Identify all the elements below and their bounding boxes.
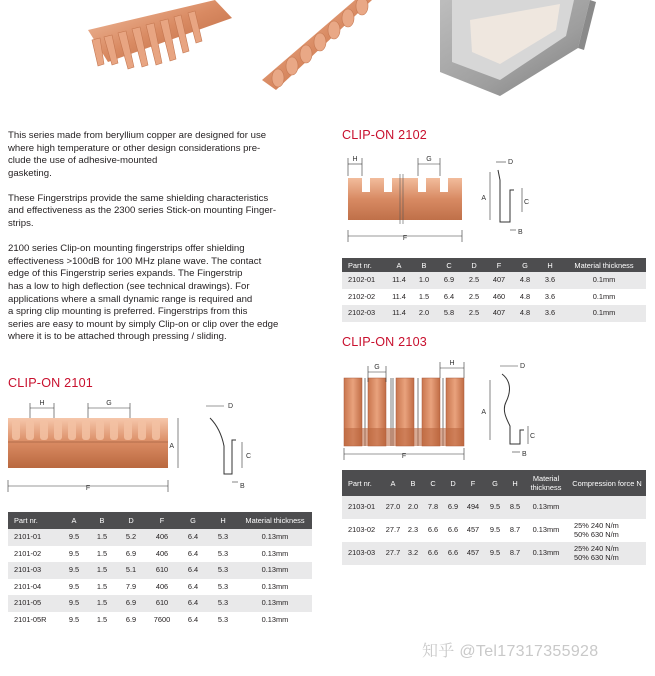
table-cell: 2.0	[404, 496, 422, 519]
fingerstrip-photo-left	[88, 0, 232, 69]
table-cell: 2103-01	[342, 496, 382, 519]
column-header: H	[506, 470, 524, 496]
table-cell: 9.5	[60, 562, 88, 579]
table-cell: 1.5	[88, 529, 116, 546]
table-cell: 6.4	[178, 562, 208, 579]
table-cell: 2101-05R	[8, 612, 60, 629]
column-header: F	[486, 258, 512, 272]
column-header: A	[386, 258, 412, 272]
clip-on-2103-heading: CLIP-ON 2103	[342, 335, 427, 349]
table-cell: 2102-01	[342, 272, 386, 289]
intro-line: series are easy to mount by simply Clip-on or clip over the edge	[8, 318, 279, 330]
table-cell: 610	[146, 562, 178, 579]
table-cell: 6.6	[444, 519, 462, 542]
table-row	[342, 272, 646, 289]
table-cell: 6.4	[178, 579, 208, 596]
table-cell: 11.4	[386, 305, 412, 322]
table-cell: 6.4	[178, 612, 208, 629]
dim-a-label: A	[481, 409, 486, 416]
table-cell: 406	[146, 529, 178, 546]
dim-f-label: F	[85, 485, 91, 492]
table-row	[342, 289, 646, 306]
table-row	[342, 519, 646, 542]
table-cell: 2101-02	[8, 546, 60, 563]
table-cell: 6.9	[116, 546, 146, 563]
table-cell: 0.1mm	[562, 272, 646, 289]
column-header: F	[146, 512, 178, 529]
table-cell: 7.9	[116, 579, 146, 596]
table-cell: 0.1mm	[562, 289, 646, 306]
fingerstrip-photo-middle	[262, 0, 372, 90]
dim-h-label: H	[449, 360, 455, 367]
table-cell: 6.9	[116, 595, 146, 612]
clip-on-2101-heading: CLIP-ON 2101	[8, 376, 93, 390]
table-cell: 6.9	[444, 496, 462, 519]
table-cell: 6.9	[116, 612, 146, 629]
table-cell: 610	[146, 595, 178, 612]
dim-a-label: A	[481, 195, 486, 202]
intro-line: has a low to high deflection (see technical drawings). For	[8, 280, 250, 292]
column-header: H	[208, 512, 238, 529]
intro-line: where high temperature or other design considerations pre-	[8, 142, 261, 154]
table-cell: 5.3	[208, 529, 238, 546]
table-cell: 1.5	[88, 595, 116, 612]
table-cell: 2.5	[462, 289, 486, 306]
dim-d-label: D	[508, 159, 514, 166]
table-cell: 2.0	[412, 305, 436, 322]
table-cell: 8.7	[506, 519, 524, 542]
clip-on-2102-table	[342, 258, 646, 322]
column-header: Material thickness	[562, 258, 646, 272]
table-cell: 25% 240 N/m 50% 630 N/m	[568, 519, 646, 542]
column-header: G	[512, 258, 538, 272]
table-cell: 2.5	[462, 305, 486, 322]
dim-c-label: C	[524, 199, 530, 206]
dim-f-label: F	[401, 453, 407, 460]
table-cell: 27.0	[382, 496, 404, 519]
intro-text	[8, 130, 318, 356]
table-cell: 2103-02	[342, 519, 382, 542]
table-row	[342, 542, 646, 565]
table-cell: 457	[462, 519, 484, 542]
table-cell: 2.3	[404, 519, 422, 542]
intro-line: effectiveness >100dB for 100 MHz plane wave. The contact	[8, 255, 262, 267]
column-header: Compression force N	[568, 470, 646, 496]
product-photos	[0, 0, 655, 118]
table-cell: 3.6	[538, 272, 562, 289]
table-cell: 5.2	[116, 529, 146, 546]
table-cell: 1.5	[88, 612, 116, 629]
table-cell: 6.6	[444, 542, 462, 565]
column-header: H	[538, 258, 562, 272]
table-cell: 1.5	[88, 579, 116, 596]
clip-on-2101-strip-drawing	[6, 396, 266, 496]
table-cell: 27.7	[382, 519, 404, 542]
table-cell: 3.6	[538, 305, 562, 322]
intro-paragraph-2	[8, 193, 318, 231]
table-cell: 1.0	[412, 272, 436, 289]
table-cell: 5.3	[208, 612, 238, 629]
intro-line: 2100 series Clip-on mounting fingerstrips offer shielding	[8, 243, 245, 255]
table-cell: 8.7	[506, 542, 524, 565]
table-cell: 4.8	[512, 272, 538, 289]
column-header: D	[116, 512, 146, 529]
column-header: B	[88, 512, 116, 529]
dim-h-label: H	[352, 156, 358, 163]
column-header: A	[382, 470, 404, 496]
intro-line: strips.	[8, 218, 34, 230]
table-row	[8, 529, 312, 546]
intro-line: a spring clip mounting is preferred. Fingerstrips from this	[8, 306, 248, 318]
dim-d-label: D	[520, 363, 526, 370]
column-header: Part nr.	[342, 470, 382, 496]
table-cell: 5.3	[208, 595, 238, 612]
table-cell: 8.5	[506, 496, 524, 519]
dim-a-label: A	[169, 443, 174, 450]
table-cell: 0.1mm	[562, 305, 646, 322]
table-cell: 7.8	[422, 496, 444, 519]
column-header: Material thickness	[524, 470, 568, 496]
column-header: Part nr.	[342, 258, 386, 272]
table-cell: 5.8	[436, 305, 462, 322]
table-cell: 0.13mm	[238, 579, 312, 596]
table-cell: 2101-01	[8, 529, 60, 546]
table-cell: 406	[146, 546, 178, 563]
table-row	[342, 305, 646, 322]
dim-c-label: C	[530, 433, 536, 440]
table-cell: 5.3	[208, 579, 238, 596]
table-cell: 494	[462, 496, 484, 519]
table-row	[8, 612, 312, 629]
table-cell: 6.4	[178, 546, 208, 563]
table-cell: 6.4	[178, 595, 208, 612]
table-cell: 9.5	[484, 542, 506, 565]
dim-g-label: G	[426, 156, 432, 163]
table-cell: 2103-03	[342, 542, 382, 565]
intro-line: where it is to be attached through pressing / sliding.	[8, 331, 227, 343]
dim-b-label: B	[522, 451, 527, 458]
table-cell: 460	[486, 289, 512, 306]
table-cell: 2102-03	[342, 305, 386, 322]
table-cell: 0.13mm	[524, 542, 568, 565]
table-cell: 11.4	[386, 289, 412, 306]
table-cell: 9.5	[60, 579, 88, 596]
clip-on-2101-table	[8, 512, 312, 628]
column-header: B	[412, 258, 436, 272]
table-cell: 407	[486, 305, 512, 322]
table-row	[8, 562, 312, 579]
column-header: Part nr.	[8, 512, 60, 529]
table-cell: 5.1	[116, 562, 146, 579]
column-header: C	[422, 470, 444, 496]
table-cell: 3.2	[404, 542, 422, 565]
table-cell: 2101-03	[8, 562, 60, 579]
table-cell: 4.8	[512, 289, 538, 306]
dim-g-label: G	[106, 400, 112, 407]
table-row	[8, 546, 312, 563]
dim-g-label: G	[374, 364, 380, 371]
intro-line: applications where a small dynamic range is required and	[8, 293, 253, 305]
intro-line: and effectiveness as the 2300 series Stick-on mounting Finger-	[8, 205, 277, 217]
dim-h-label: H	[39, 400, 45, 407]
table-cell: 7600	[146, 612, 178, 629]
table-cell: 2101-05	[8, 595, 60, 612]
table-cell: 1.5	[88, 562, 116, 579]
table-cell: 9.5	[60, 595, 88, 612]
table-cell: 4.8	[512, 305, 538, 322]
table-cell: 0.13mm	[238, 612, 312, 629]
table-cell: 1.5	[88, 546, 116, 563]
table-cell: 406	[146, 579, 178, 596]
table-cell: 9.5	[60, 529, 88, 546]
dim-f-label: F	[402, 235, 408, 242]
table-cell: 6.6	[422, 519, 444, 542]
dim-b-label: B	[240, 483, 245, 490]
clip-on-2103-strip-drawing	[340, 356, 540, 464]
table-cell: 457	[462, 542, 484, 565]
table-row	[342, 496, 646, 519]
column-header: G	[178, 512, 208, 529]
table-cell: 0.13mm	[238, 546, 312, 563]
intro-line: clude the use of adhesive-mounted	[8, 155, 158, 167]
table-cell: 5.3	[208, 546, 238, 563]
table-cell: 1.5	[412, 289, 436, 306]
column-header: A	[60, 512, 88, 529]
table-cell: 9.5	[60, 612, 88, 629]
watermark: 知乎 @Tel17317355928	[422, 643, 599, 660]
table-row	[8, 579, 312, 596]
table-cell: 0.13mm	[524, 496, 568, 519]
table-cell: 6.6	[422, 542, 444, 565]
intro-line: edge of this Fingerstrip series expands. The Fingerstrip	[8, 268, 243, 280]
table-cell: 2102-02	[342, 289, 386, 306]
table-cell: 27.7	[382, 542, 404, 565]
table-cell: 0.13mm	[238, 562, 312, 579]
clip-on-2102-heading: CLIP-ON 2102	[342, 128, 427, 142]
column-header: B	[404, 470, 422, 496]
clip-on-2102-strip-drawing	[340, 150, 530, 246]
table-cell: 25% 240 N/m 50% 630 N/m	[568, 542, 646, 565]
column-header: C	[436, 258, 462, 272]
dim-d-label: D	[228, 403, 234, 410]
column-header: F	[462, 470, 484, 496]
table-cell: 3.6	[538, 289, 562, 306]
column-header: Material thickness	[238, 512, 312, 529]
table-row	[8, 595, 312, 612]
table-cell: 407	[486, 272, 512, 289]
table-cell: 2101-04	[8, 579, 60, 596]
column-header: D	[462, 258, 486, 272]
intro-line: These Fingerstrips provide the same shielding characteristics	[8, 192, 269, 204]
intro-paragraph-1	[8, 130, 318, 180]
enclosure-photo	[440, 0, 596, 96]
table-cell: 9.5	[484, 496, 506, 519]
clip-on-2103-table	[342, 470, 646, 565]
intro-line: gasketing.	[8, 167, 52, 179]
table-cell: 6.9	[436, 272, 462, 289]
table-cell	[568, 496, 646, 519]
table-cell: 6.4	[436, 289, 462, 306]
intro-line: This series made from beryllium copper are designed for use	[8, 130, 267, 141]
table-cell: 9.5	[60, 546, 88, 563]
table-cell: 6.4	[178, 529, 208, 546]
table-cell: 11.4	[386, 272, 412, 289]
table-cell: 9.5	[484, 519, 506, 542]
dim-c-label: C	[246, 453, 252, 460]
table-cell: 0.13mm	[238, 595, 312, 612]
column-header: G	[484, 470, 506, 496]
table-cell: 0.13mm	[238, 529, 312, 546]
table-cell: 0.13mm	[524, 519, 568, 542]
table-cell: 5.3	[208, 562, 238, 579]
dim-b-label: B	[518, 229, 523, 236]
table-cell: 2.5	[462, 272, 486, 289]
column-header: D	[444, 470, 462, 496]
intro-paragraph-3	[8, 243, 318, 344]
